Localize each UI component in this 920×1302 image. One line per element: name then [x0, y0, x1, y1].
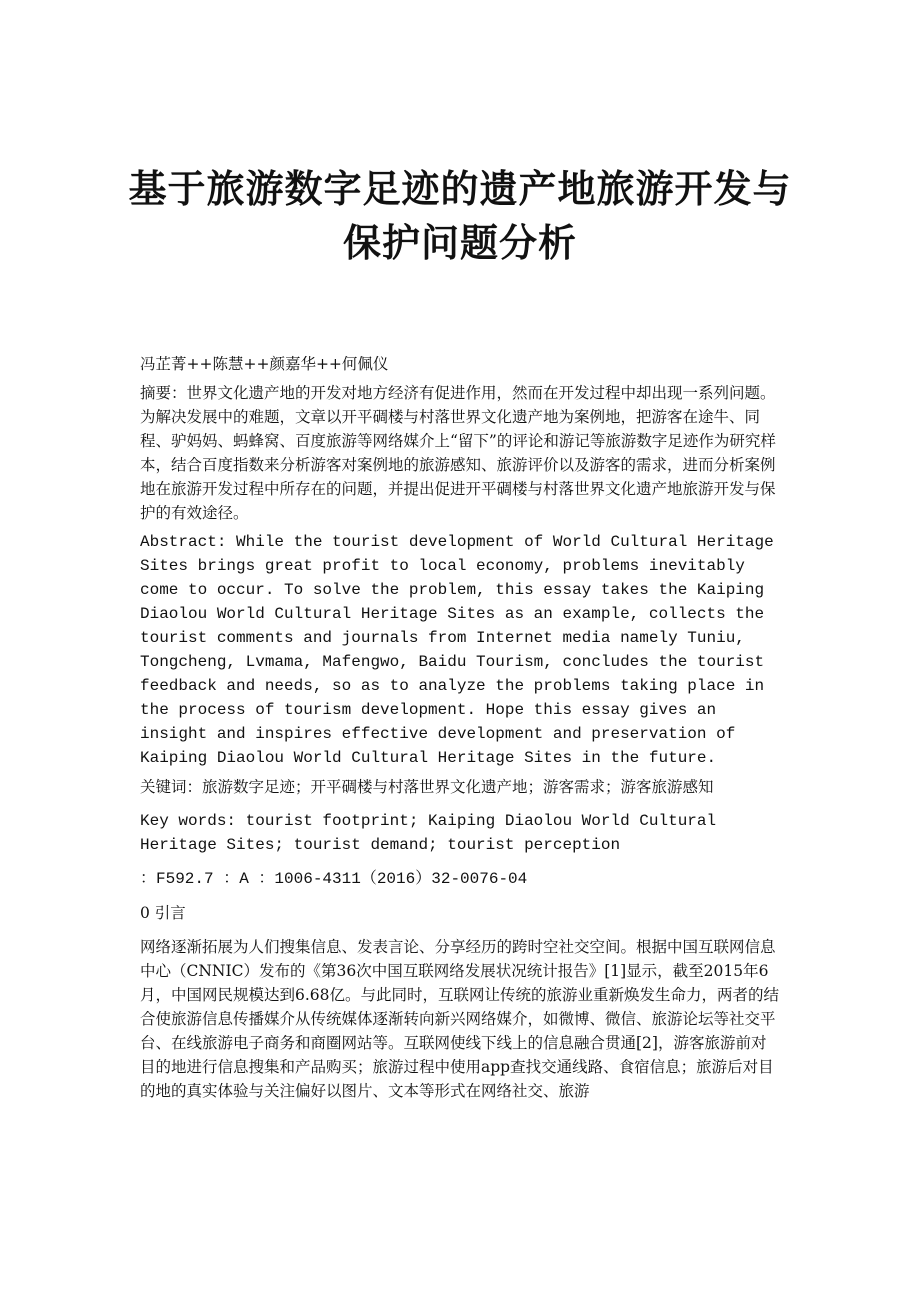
section-heading: 0 引言 — [140, 904, 186, 922]
paper-title — [100, 162, 820, 270]
abstract-english: Abstract: While the tourist development of World Cultural Heritage Sites brings great profit to local economy, problems inevitably come to occur. To solve the problem, this essay takes the Kaiping Diaolou World Cultural Heritage Sites as an example, collects the tourist comments and journals from Internet media namely Tuniu, Tongcheng, Lvmama, Mafengwo, Baidu Tourism, concludes the tourist feedback and needs, so as to analyze the problems taking place in the process of tourism development. Hope this essay gives an insight and inspires effective development and preservation of Kaiping Diaolou World Cultural Heritage Sites in the future. — [140, 533, 774, 767]
intro-paragraph: 网络逐渐拓展为人们搜集信息、发表言论、分享经历的跨时空社交空间。根据中国互联网信息中心（CNNIC）发布的《第36次中国互联网络发展状况统计报告》[1]显示，截至2015年6月，中国网民规模达到6.68亿。与此同时，互联网让传统的旅游业重新焕发生命力，两者的结合使旅游信息传播媒介从传统媒体逐渐转向新兴网络媒介，如微博、微信、旅游论坛等社交平台、在线旅游电子商务和商圈网站等。互联网使线下线上的信息融合贯通[2]，游客旅游前对目的地进行信息搜集和产品购买；旅游过程中使用app查找交通线路、食宿信息；旅游后对目的地的真实体验与关注偏好以图片、文本等形式在网络社交、旅游 — [140, 938, 780, 1100]
abstract-chinese: 摘要：世界文化遗产地的开发对地方经济有促进作用，然而在开发过程中却出现一系列问题。为解决发展中的难题，文章以开平碉楼与村落世界文化遗产地为案例地，把游客在途牛、同程、驴妈妈、蚂蜂窝、百度旅游等网络媒介上“留下”的评论和游记等旅游数字足迹作为研究样本，结合百度指数来分析游客对案例地的旅游感知、旅游评价以及游客的需求，进而分析案例地在旅游开发过程中所存在的问题，并提出促进开平碉楼与村落世界文化遗产地旅游开发与保护的有效途径。 — [140, 384, 776, 522]
keywords-english: Key words: tourist footprint; Kaiping Diaolou World Cultural Heritage Sites; tourist demand; tourist perception — [140, 812, 717, 854]
keywords-chinese: 关键词：旅游数字足迹；开平碉楼与村落世界文化遗产地；游客需求；游客旅游感知 — [140, 778, 714, 796]
classification-numbers: ：F592.7 ：A ：1006-4311（2016）32-0076-04 — [140, 870, 528, 888]
paper-body — [140, 352, 780, 1108]
title-line-2: 保护问题分析 — [342, 220, 577, 265]
title-line-1: 基于旅游数字足迹的遗产地旅游开发与 — [128, 166, 792, 211]
authors: 冯芷菁++陈慧++颜嘉华++何佩仪 — [140, 355, 389, 373]
